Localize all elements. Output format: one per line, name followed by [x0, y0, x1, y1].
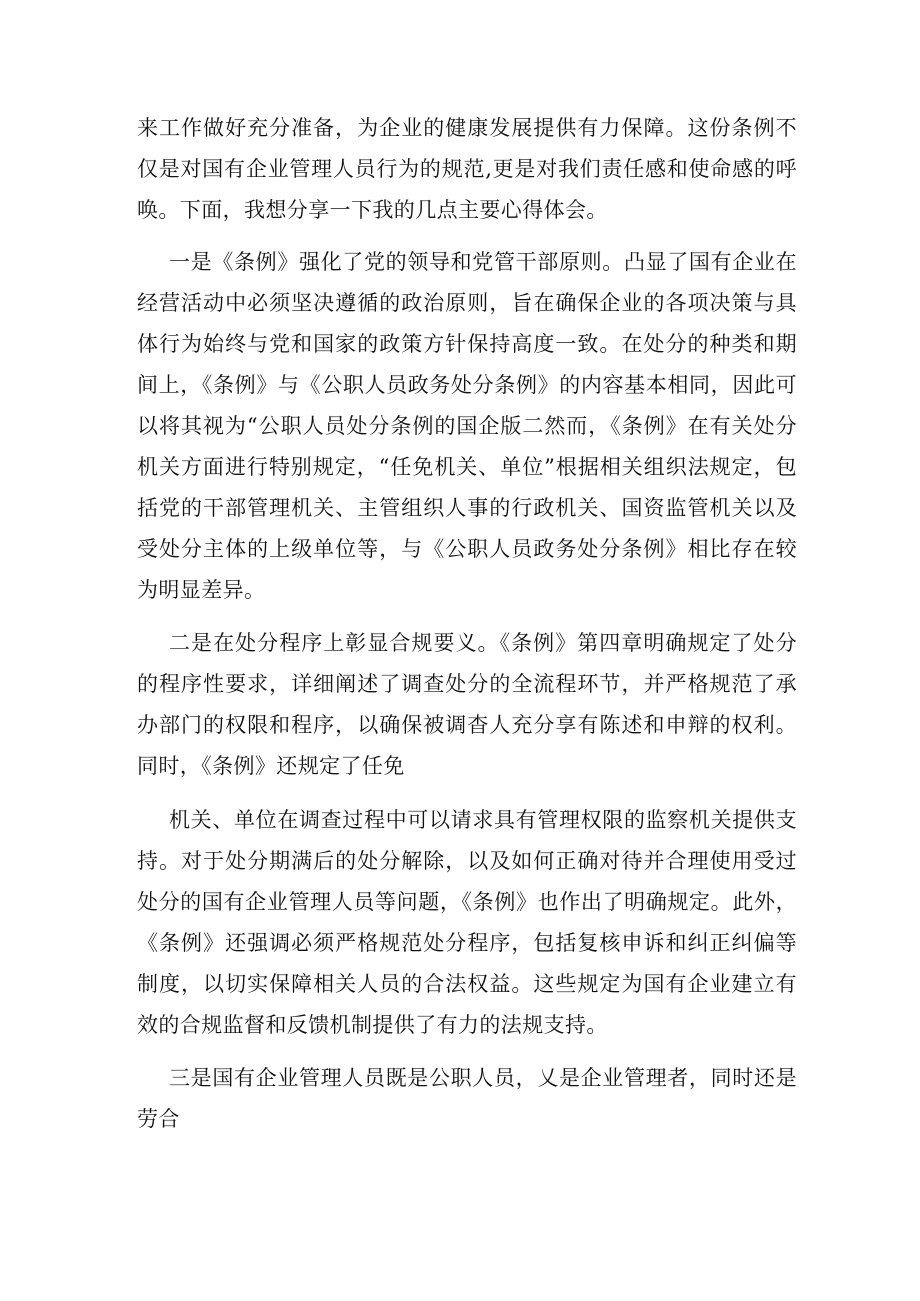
paragraph-intro: 来工作做好充分准备，为企业的健康发展提供有力保障。这份条例不仅是对国有企业管理人员行为的规范,更是对我们责任感和使命感的呼唤。下面，我想分享一下我的几点主要心得体会。 [137, 116, 797, 222]
paragraph-point-two: 二是在处分程序上彰显合规要义。《条例》第四章明确规定了处分的程序性要求，详细阐述了调查处分的全流程环节，并严格规范了承办部门的权限和程序，以确保被调杳人充分享有陈述和申辩的权利。同时，《条例》还规定了任免 [137, 631, 797, 778]
paragraph-point-three: 三是国有企业管理人员既是公职人员，乂是企业管理者，同时还是劳合 [137, 1066, 797, 1131]
document-body [137, 108, 797, 1150]
paragraph-point-two-continued: 机关、单位在调查过程中可以请求具有管理权限的监察机关提供支持。对于处分期满后的处分解除，以及如何正确对待并合理使用受过处分的国有企业管理人员等问题，《条例》也作出了明确规定。此外，《条例》还强调必须严格规范处分程序，包括复核申诉和纠正纠偏等制度，以切实保障相关人员的合法权益。这些规定为国有企业建立有效的合规监督和反馈机制提供了有力的法规支持。 [137, 808, 797, 1037]
paragraph-point-one: 一是《条例》强化了党的领导和党管干部原则。凸显了国有企业在经营活动中必须坚决遵循的政治原则，旨在确保企业的各项决策与具体行为始终与党和国家的政策方针保持高度一致。在处分的种类和期间上，《条例》与《公职人员政务处分条例》的内容基本相同，因此可以将其视为“公职人员处分条例的国企版二然而，《条例》在有关处分机关方面进行特别规定，“任免机关、单位”根据相关组织法规定，包括党的干部管理机关、主管组织人事的行政机关、国资监管机关以及受处分主体的上级单位等，与《公职人员政务处分条例》相比存在较为明显差异。 [137, 250, 797, 602]
